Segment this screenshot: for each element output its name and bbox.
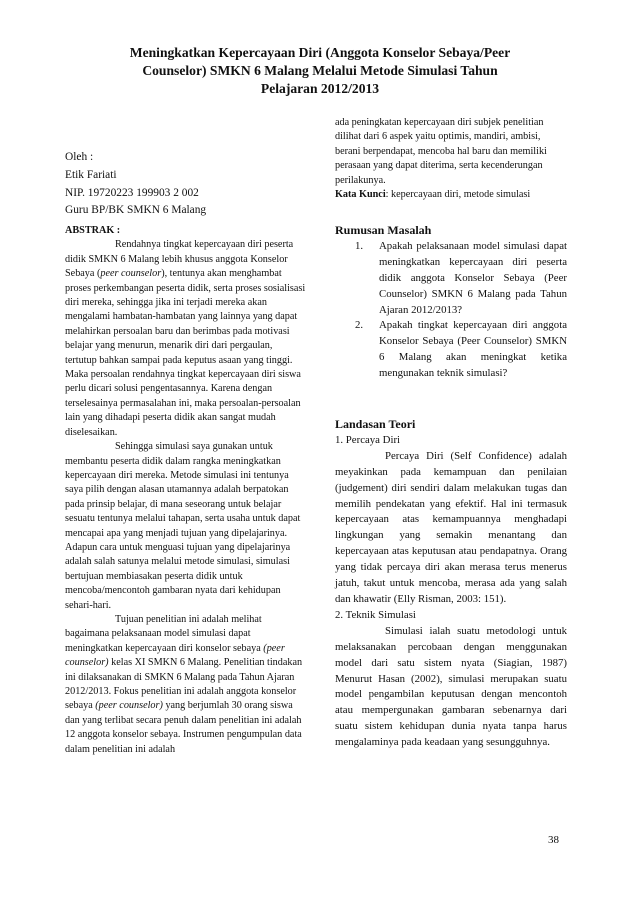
author-nip: NIP. 19720223 199903 2 002 [65, 186, 199, 199]
author-position: Guru BP/BK SMKN 6 Malang [65, 204, 207, 217]
section-heading: Landasan Teori [335, 417, 416, 431]
author-block [65, 149, 206, 220]
abstract-text: Tujuan penelitian ini adalah melihat bagaimana pelaksanaan model simulasi dapat meningkatkan kepercayaan diri konselor sebaya [65, 613, 264, 654]
abstract-section [65, 224, 306, 757]
abstract-italic: (peer counselor) [95, 700, 163, 712]
subsection-heading: 1. Percaya Diri [335, 433, 401, 446]
body-paragraph: Percaya Diri (Self Confidence) adalah meyakinkan pada kemampuan dan penilaian (judgement) diri sendiri dalam melakukan tugas dan memilih pendekatan yang efektif. Hal ini termasuk kepercayaan atas kemampuannya menghadapi lingkungan yang semakin menantang dan kepercayaan atas keputusan atau pendapatnya. Orang yang tidak percaya diri akan merasa terus menerus jatuh, takut untuk mencoba, merasa ada yang salah dan khawatir (Elly Risman, 2003: 151). [335, 449, 567, 605]
author-name: Etik Fariati [65, 168, 117, 181]
abstract-heading: ABSTRAK : [65, 225, 121, 236]
page-number: 38 [548, 834, 559, 846]
title-line: Counselor) SMKN 6 Malang Melalui Metode Simulasi Tahun [142, 63, 498, 78]
list-text: Apakah pelaksanaan model simulasi dapat meningkatkan kepercayaan diri peserta didik anggota Konselor Sebaya (Peer Counselor) SMKN 6 Malang pada Tahun Ajaran 2012/2013? [379, 239, 567, 316]
abstract-paragraph [65, 238, 306, 440]
keywords-text: : kepercayaan diri, metode simulasi [385, 189, 531, 201]
abstract-text: yang berjumlah 30 orang siswa dan yang terlibat secara penuh dalam penelitian ini adalah 12 anggota konselor sebaya. Instrumen pengumpulan data dalam penelitian ini adalah [65, 700, 302, 755]
title-line: Meningkatkan Kepercayaan Diri (Anggota Konselor Sebaya/Peer [129, 45, 511, 60]
author-label: Oleh : [65, 151, 94, 163]
keywords [335, 188, 567, 202]
title-line: Pelajaran 2012/2013 [260, 81, 380, 96]
abstract-paragraph: Sehingga simulasi saya gunakan untuk membantu peserta didik dalam rangka meningkatkan kepercayaan diri mereka. Metode simulasi ini tentunya saya pilih dengan alasan utamannya adalah berpatokan pada prinsip belajar, di mana seseorang untuk belajar sesuatu tentunya melalui tahapan, serta usaha untuk dapat mencapai apa yang menjadi tujuan yang dipelajarinya. Adapun cara untuk menguasi tujuan yang dipelajarinya adalah salah satunya melalui metode simulasi, simulasi bertujuan membiasakan peserta didik untuk mencoba/mencontoh gambaran nyata dari kehidupan sehari-hari. [65, 441, 301, 611]
abstract-paragraph [65, 613, 306, 757]
abstract-text: Rendahnya tingkat kepercayaan diri peserta didik SMKN 6 Malang lebih khusus anggota Konselor Sebaya ( [65, 239, 294, 280]
abstract-continued [335, 116, 567, 202]
section-heading: Rumusan Masalah [335, 223, 432, 237]
landasan-section [335, 417, 567, 751]
list-number: 2. [355, 319, 364, 332]
list-item [355, 318, 567, 382]
abstract-italic: (peer counselor) [65, 642, 285, 669]
abstract-text: ), tentunya akan menghambat proses perkembangan peserta didik, serta proses sosialisasi diri mereka, sehingga jika ini terjadi mereka akan mengalami hambatan-hambatan yang lainnya yang dapat melahirkan persoalan baru dan berimbas pada motivasi belajar yang menurun, menarik diri dari pergaulan, tertutup bahkan sampai pada keputus asaan yang tinggi. Maka persoalan rendahnya tingkat kepercayaan diri siswa perlu dicari solusi pengentasannya. Karena dengan terselesainya permasalahan ini, maka persoalan-persoalan lain yang dihadapi peserta didik akan sangat mudah diselesaikan. [65, 268, 306, 438]
subsection-heading: 2. Teknik Simulasi [335, 608, 416, 621]
paper-title [90, 44, 550, 98]
body-paragraph: Simulasi ialah suatu metodologi untuk melaksanakan percobaan dengan menggunakan model dari satu sistem nyata (Siagian, 1987) Menurut Hasan (2002), simulasi merupakan suatu model pengambilan keputusan dengan mencontoh atau mempergunakan gambaran sebenarnya dari suatu sistem kehidupan dunia nyata tanpa harus mengalaminya pada keadaan yang sesungguhnya. [335, 624, 567, 749]
abstract-paragraph: ada peningkatan kepercayaan diri subjek penelitian dilihat dari 6 aspek yaitu optimis, mandiri, ambisi, berani berpendapat, mencoba hal baru dan memiliki perasaan yang dapat diterima, serta kecenderungan perilakunya. [335, 117, 547, 186]
abstract-text: kelas XI SMKN 6 Malang. Penelitian tindakan ini dilaksanakan di SMKN 6 Malang pada Tahun Ajaran 2012/2013. Fokus penelitian ini adalah anggota konselor sebaya [65, 657, 303, 712]
list-text: Apakah tingkat kepercayaan diri anggota Konselor Sebaya (Peer Counselor) SMKN 6 Malang akan meningkat ketika mengunakan teknik simulasi? [379, 319, 567, 380]
list-number: 1. [355, 239, 364, 252]
list-item [355, 239, 567, 319]
keywords-label: Kata Kunci [335, 189, 386, 201]
rumusan-section [335, 223, 567, 382]
abstract-italic: peer counselor [100, 268, 162, 280]
